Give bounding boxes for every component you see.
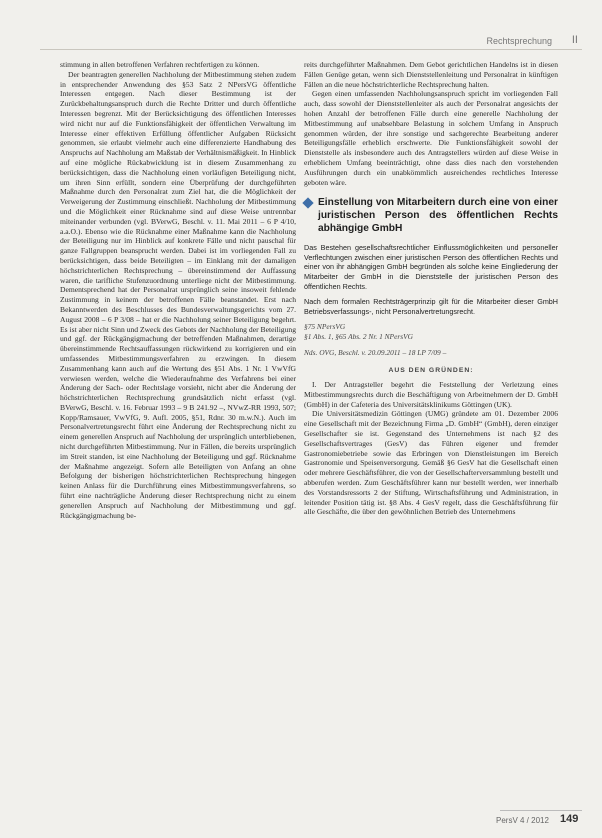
norm-reference: §1 Abs. 1, §65 Abs. 2 Nr. 1 NPersVG xyxy=(304,331,413,341)
footer-journal: PersV 4 / 2012 xyxy=(496,816,549,825)
left-paragraph: Der beantragten generellen Nachholung der Mitbestimmung stehen zudem in entsprechender Anwendung des §53 Satz 2 NPersVG öffentliche Interessen entgegen. Nach dieser Bestimmung ist der Zurückbehaltungsanspruch durch die Rechte Dritter und durch öffentliche Interessen begrenzt. Mit der Berücksichtigung des öffentlichen Interesses wird nicht nur auf die Funktionsfähigkeit der öffentlichen Verwaltung im Interesse einer effektiven Erfüllung öffentlicher Aufgaben Rücksicht genommen, sie erlaubt vielmehr auch eine differenzierte Handhabung des Anspruchs auf Nachholung am Maßstab der Verhältnismäßigkeit. In Hinblick auf eine mögliche Rückabwicklung ist in diesem Zusammenhang zu berücksichtigen, dass die Nachholung einen vorläufigen Beteiligung nicht, um ihren Sinn erfüllt, sondern eine Überprüfung der durchgeführten Maßnahme durch den Personalrat zum Ziel hat, die die Möglichkeit der Verweigerung der Zustimmung einschließt. Nachholung der Mitbestimmung und die Möglichkeit einer Rücknahme sind auf diese Weise untrennbar miteinander verbunden (vgl. BVerwG, Beschl. v. 11. Mai 2011 – 6 P 4/10, a.a.O.). Ebenso wie die Rücknahme einer Maßnahme kann die Nachholung der Beteiligung nur im Hinblick auf konkrete Fälle und nicht pauschal für ganze Fallgruppen beansprucht werden. Dabei ist im vorliegenden Fall zu berücksichtigen, dass beide Beteiligten – im Einklang mit der damaligen höchstrichterlichen Rechtsprechung – übereinstimmend der Auffassung waren, die tarifliche Stufenzuordnung unterliege nicht der Mitbestimmung. Dementsprechend hat der Personalrat ursprünglich seine insoweit fehlende Zustimmung in keinem der betroffenen Fälle beanstandet. Erst nach Bekanntwerden des Beschlusses des Bundesverwaltungsgerichts vom 27. August 2008 – 6 P 3/08 – hat er die Nachholung seiner Beteiligung begehrt. Es ist aber nicht Sinn und Zweck des Gebots der Nachholung der Beteiligung und ggf. der Rückgängigmachung der betreffenden Maßnahmen, derartige übereinstimmende Rechtsauffassungen rückwirkend zu korrigieren und ein umfassendes Mitbestimmungsverfahren zu erzwingen. In diesem Zusammenhang kann auch auf die Wertung des §51 Abs. 1 Nr. 1 VwVfG verwiesen werden, welche die Wiederaufnahme des Verfahrens bei einer Änderung der Sach- oder Rechtslage vorsieht, nicht aber die Änderung der höchstrichterlichen Rechtsprechung grundsätzlich nicht erfasst (vgl. BVerwG, Beschl. v. 16. Februar 1993 – 9 B 241.92 –, NVwZ-RR 1993, 507; Kopp/Ramsauer, VwVfG, 9. Aufl. 2005, §51, Rdnr. 30 m.w.N.). Auch im Personalvertretungsrecht führt eine Änderung der Rechtsprechung nicht zu einem generellen Anspruch auf Nachholung der ursprünglich unterbliebenen, nicht durchgeführten Mitbestimmung. Nur in Fällen, die bereits ursprünglich im Streit standen, ist eine Nachholung der Beteiligung und ggf. Rücknahme der Maßnahme angezeigt. Sofern alle Beteiligten von Anfang an ohne Befolgung der bisherigen höchstrichterlichen Rechtsprechung hingegen keinen Anlass für die Durchführung eines Mitbestimmungsverfahrens, so führt eine nachträgliche Änderung dieser Rechtsprechung nicht zu einem generellen Anspruch auf Nachholung der Mitbestimmung und ggf. Rückgängigmachung be- xyxy=(60,69,296,520)
running-head-glyph: II xyxy=(571,34,578,46)
norm-reference: §75 NPersVG xyxy=(304,322,346,332)
page-number: 149 xyxy=(560,813,579,825)
norm-references xyxy=(304,322,558,341)
section-heading xyxy=(304,197,558,235)
reasons-heading: AUS DEN GRÜNDEN: xyxy=(388,367,474,375)
left-column xyxy=(60,60,296,520)
right-paragraph: reits durchgeführter Maßnahmen. Dem Gebot gerichtlichen Handelns ist in diesen Fällen Genüge getan, wenn sich Dienststellenleitung und Personalrat in künftigen Fällen an die neue höchstrichterliche Rechtsprechung halten. xyxy=(304,60,558,89)
footer-rule xyxy=(500,810,582,811)
running-head-section: Rechtsprechung xyxy=(486,36,552,46)
headnote: Nach dem formalen Rechtsträgerprinzip gilt für die Mitarbeiter dieser GmbH Betriebsverfassungs-, nicht Personalvertretungsrecht. xyxy=(304,297,558,316)
diamond-bullet-icon xyxy=(302,198,313,209)
right-paragraph: Die Universitätsmedizin Göttingen (UMG) gründete am 01. Dezember 2006 eine Gesellschaft mit der Bezeichnung Firma „D. GmbH“ (GmbH), deren einziger Gesellschafter sie ist. Gegenstand des Unternehmens ist nach §2 des Gesellschaftsvertrages (GesV) das Führen eigener und fremder Gastronomiebetriebe sowie das Erbringen von Dienstleistungen im Bereich Gastronomie und Speisenversorgung. Gemäß §6 GesV hat die Gesellschaft einen oder mehrere Geschäftsführer, die von der Gesellschafterversammlung bestellt und abberufen werden. Zum Geschäftsführer kann nur bestellt werden, wer innerhalb des Vorstandsressorts 2 der Stiftung, Wirtschaftsführung und Administration, in leitender Position tätig ist. §8 Abs. 4 GesV regelt, dass die Geschäftsführung für alle Geschäfte, die über den gewöhnlichen Betrieb des Unternehmens xyxy=(304,409,558,517)
court-citation: Nds. OVG, Beschl. v. 20.09.2011 – 18 LP 7/09 – xyxy=(304,348,447,358)
right-column xyxy=(304,60,558,517)
section-title: Einstellung von Mitarbeitern durch eine von einer juristischen Person des öffentlichen Rechts abhängige GmbH xyxy=(318,197,558,234)
headnotes xyxy=(304,243,558,316)
header-rule xyxy=(40,49,582,50)
left-paragraph: stimmung in allen betroffenen Verfahren rechtfertigen zu können. xyxy=(60,60,260,69)
right-paragraph: I. Der Antragsteller begehrt die Feststellung der Verletzung eines Mitbestimmungsrechts durch die Beschäftigung von Arbeitnehmern der D. GmbH (GmbH) in der Cafeteria des Universitätsklinikums Göttingen (UK). xyxy=(304,380,558,409)
headnote: Das Bestehen gesellschaftsrechtlicher Einflussmöglichkeiten und personeller Verflechtungen zwischen einer juristischen Person des öffentlichen Rechts und einer von ihr abhängigen GmbH begründen als solche keine Eingliederung der Mitarbeiter der GmbH in die Dienststelle der juristischen Person des öffentlichen Rechts. xyxy=(304,243,558,291)
right-paragraph: Gegen einen umfassenden Nachholungsanspruch spricht im vorliegenden Fall auch, dass sowohl der Dienststellenleiter als auch der Personalrat angesichts der hohen Anzahl der betroffenen Fälle durch eine generelle Nachholung der Mitbestimmung auf unabsehbare Belastung in solchem Umfang in Anspruch genommen würden, der ihre sonstige und sachgerechte Bearbeitung anderer Beteiligungsfälle erheblich erschwerte. Die Funktionsfähigkeit sowohl der Dienststelle als insbesondere auch des Antragstellers würden auf diese Weise in erheblichem Umfang beeinträchtigt, ohne dass dies nach den vorstehenden Ausführungen durch ein unabkömmlich ausreichendes rechtliches Interesse geboten wäre. xyxy=(304,89,558,187)
